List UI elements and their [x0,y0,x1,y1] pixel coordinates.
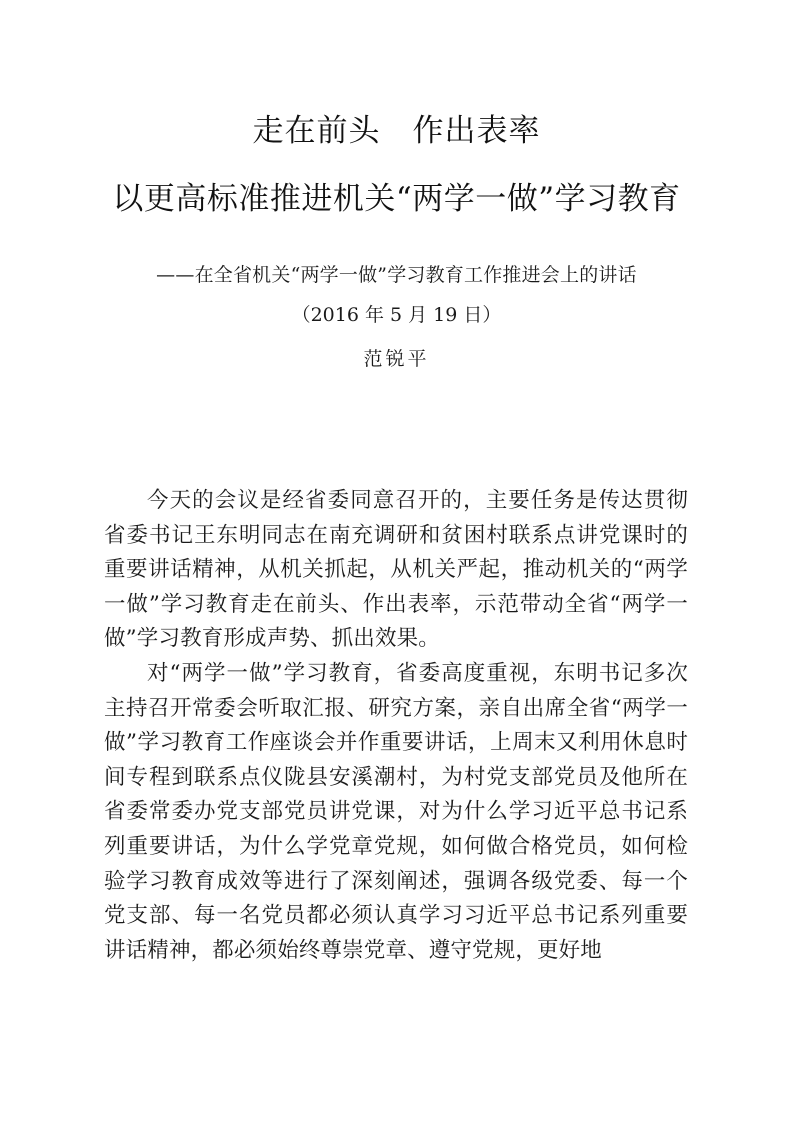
document-body [104,484,688,968]
page-title-line-1: 走在前头 作出表率 [252,113,541,149]
body-paragraph: 对“两学一做”学习教育，省委高度重视，东明书记多次主持召开常委会听取汇报、研究方案，亲自出席全省“两学一做”学习教育工作座谈会并作重要讲话，上周末又利用休息时间专程到联系点仪陇县安溪潮村，为村党支部党员及他所在省委常委办党支部党员讲党课，对为什么学习近平总书记系列重要讲话，为什么学党章党规，如何做合格党员，如何检验学习教育成效等进行了深刻阐述，强调各级党委、每一个党支部、每一名党员都必须认真学习习近平总书记系列重要讲话精神，都必须始终尊崇党章、遵守党规，更好地 [104,660,688,963]
body-paragraph: 今天的会议是经省委同意召开的，主要任务是传达贯彻省委书记王东明同志在南充调研和贫困村联系点讲党课时的重要讲话精神，从机关抓起，从机关严起，推动机关的“两学一做”学习教育走在前头、作出表率，示范带动全省“两学一做”学习教育形成声势、抓出效果。 [104,488,688,652]
subtitle-block [0,258,793,376]
page-title-line-2: 以更高标准推进机关“两学一做”学习教育 [112,181,681,217]
document-author: 范锐平 [363,348,430,370]
document-date: （2016 年 5 月 19 日） [291,304,502,326]
document-subtitle: ——在全省机关“两学一做”学习教育工作推进会上的讲话 [156,264,637,286]
title-block [0,108,793,222]
